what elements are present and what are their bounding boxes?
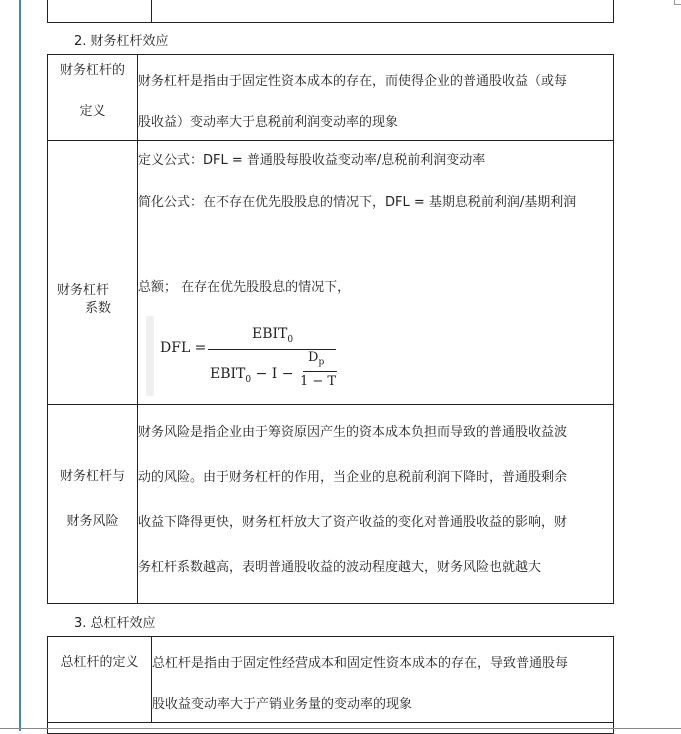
risk-label: 财务杠杆与 财务风险 <box>59 469 125 529</box>
section-3-heading: 3. 总杠杆效应 <box>74 616 156 631</box>
definition-formula-text: 定义公式：DFL = 普通股每股收益变动率/息税前利润变动率 <box>138 153 486 168</box>
section-2-heading: 2. 财务杠杆效应 <box>74 34 169 49</box>
definition-label: 财务杠杆的 定义 <box>59 63 125 119</box>
formula-inner-denominator: 1 − T <box>300 374 337 389</box>
formula-inner-fraction-bar <box>303 371 337 372</box>
coefficient-label-cell <box>47 140 138 405</box>
definition-text: 财务杠杆是指由于固定性资本成本的存在，而使得企业的普通股收益（或每 股收益）变动率大于息税前利润变动率的现象 <box>138 74 568 130</box>
formula-image-edge <box>146 316 154 396</box>
formula-lhs: DFL = <box>160 340 207 356</box>
simplified-formula-text: 简化公式：在不存在优先股股息的情况下，DFL = 基期息税前利润/基期利润 <box>138 195 577 210</box>
formula-inner-numerator: $D_p$ <box>308 350 325 368</box>
risk-text: 财务风险是指企业由于筹资原因产生的资本成本负担而导致的普通股收益波 动的风险。由于财务杠杆的作用，当企业的息税前利润下降时，普通股剩余 收益下降得更快，财务杠杆放大了资产收益的变化对普通股收益的影响，财 务杠杆系数越高，表明普通股收益的波动程度越大，财务风险也就越大 <box>138 425 568 575</box>
preferred-dividend-text: 总额； 在存在优先股股息的情况下， <box>138 280 351 295</box>
previous-table-content-cell <box>151 0 614 23</box>
total-definition-text: 总杠杆是指由于固定性经营成本和固定性资本成本的存在，导致普通股每 股收益变动率大于产销业务量的变动率的现象 <box>152 656 569 712</box>
dfl-formula <box>146 316 344 396</box>
left-margin-rule <box>19 0 21 731</box>
corner-mark <box>674 0 681 5</box>
formula-denominator: $EBIT_0 - I$ − <box>210 366 294 385</box>
formula-numerator: $EBIT_0$ <box>252 326 294 345</box>
coefficient-label: 财务杠杆 系数 <box>57 283 112 316</box>
bottom-window-edge <box>0 728 681 729</box>
previous-table-label-cell <box>47 0 152 23</box>
total-definition-label: 总杠杆的定义 <box>60 655 139 670</box>
